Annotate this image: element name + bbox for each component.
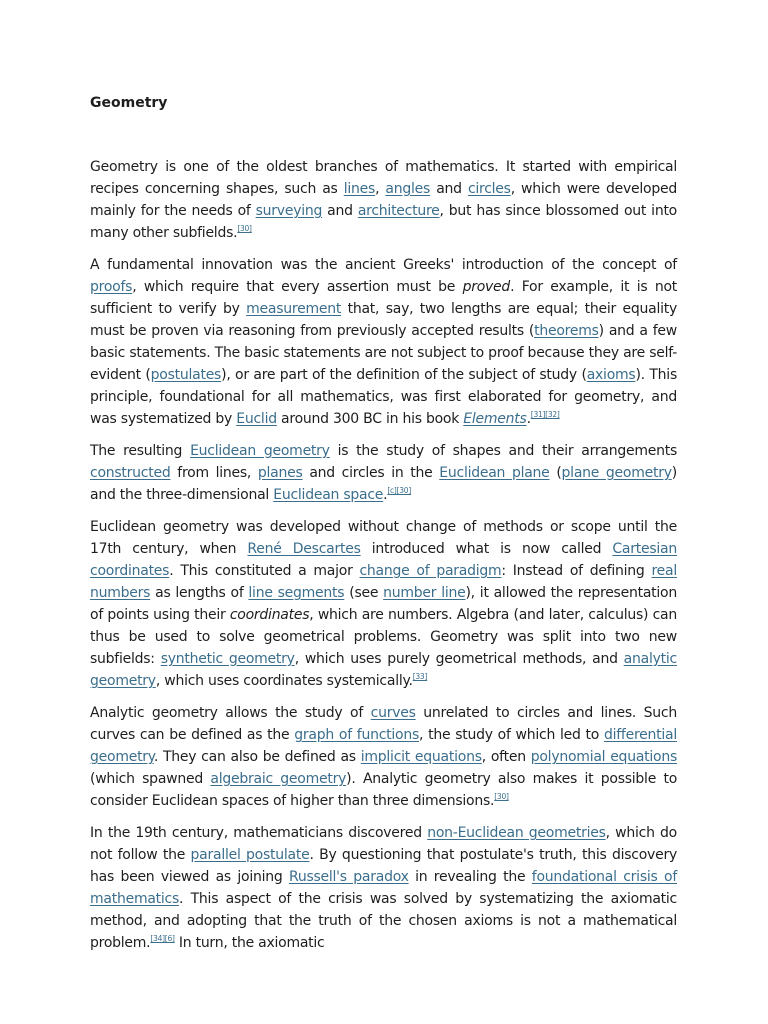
link-algebraic-geometry[interactable]: algebraic geometry <box>210 771 347 787</box>
link-constructed[interactable]: constructed <box>90 465 171 481</box>
link-rene-descartes[interactable]: René Descartes <box>247 541 361 557</box>
link-axioms[interactable]: axioms <box>586 367 636 383</box>
paragraph-5: Analytic geometry allows the study of curves unrelated to circles and lines. Such curves can be defined as the graph of functions, the study of which led to differential geometry. They can also be defined as implicit equations, often polynomial equations (which spawned algebraic geometry). Analytic geometry also makes it possible to consider Euclidean spaces of higher than three dimensions.[30] <box>90 705 678 809</box>
citation-30[interactable]: [30] <box>396 486 412 495</box>
link-polynomial-equations[interactable]: polynomial equations <box>530 749 678 765</box>
link-parallel-postulate[interactable]: parallel postulate <box>190 847 310 863</box>
citation-30[interactable]: [30] <box>494 792 509 801</box>
link-euclidean-space[interactable]: Euclidean space <box>273 487 384 503</box>
link-angles[interactable]: angles <box>385 181 431 197</box>
link-theorems[interactable]: theorems <box>534 323 599 339</box>
citation-c[interactable]: [c] <box>387 486 397 495</box>
link-curves[interactable]: curves <box>370 705 416 721</box>
link-real-numbers[interactable]: real numbers <box>90 563 677 601</box>
paragraph-4: Euclidean geometry was developed without change of methods or scope until the 17th century, when René Descartes introduced what is now called Cartesian coordinates. This constituted a major change of paradigm: Instead of defining real numbers as lengths of line segments (see number line), it allowed the representation of points using their coordinates, which are numbers. Algebra (and later, calculus) can thus be used to solve geometrical problems. Geometry was split into two new subfields: synthetic geometry, which uses purely geometrical methods, and analytic geometry, which uses coordinates systemically.[33] <box>90 519 678 689</box>
link-measurement[interactable]: measurement <box>246 301 342 317</box>
link-differential-geometry[interactable]: differential geometry <box>90 727 677 765</box>
link-lines[interactable]: lines <box>343 181 376 197</box>
citation-33[interactable]: [33] <box>412 672 428 681</box>
paragraph-3: The resulting Euclidean geometry is the study of shapes and their arrangements constructed from lines, planes and circles in the Euclidean plane (plane geometry) and the three-dimensional Euclidean space.[c][30] <box>90 443 677 503</box>
link-line-segments[interactable]: line segments <box>248 585 345 601</box>
paragraph-6: In the 19th century, mathematicians discovered non-Euclidean geometries, which do not follow the parallel postulate. By questioning that postulate's truth, this discovery has been viewed as joining Russell's paradox in revealing the foundational crisis of mathematics. This aspect of the crisis was solved by systematizing the axiomatic method, and adopting that the truth of the chosen axioms is not a mathematical problem.[34][6] In turn, the axiomatic <box>90 825 677 951</box>
link-graph-of-functions[interactable]: graph of functions <box>294 727 420 743</box>
link-cartesian-coordinates[interactable]: Cartesian coordinates <box>90 541 678 579</box>
link-surveying[interactable]: surveying <box>255 203 323 219</box>
link-postulates[interactable]: postulates <box>150 367 222 383</box>
link-architecture[interactable]: architecture <box>357 203 440 219</box>
citation-31[interactable]: [31] <box>530 410 546 419</box>
article <box>90 93 677 964</box>
link-plane-geometry[interactable]: plane geometry <box>561 465 672 481</box>
link-foundational-crisis[interactable]: foundational crisis of mathematics <box>90 869 677 907</box>
link-euclid[interactable]: Euclid <box>236 411 277 427</box>
citation-6[interactable]: [6] <box>164 934 175 943</box>
page-title: Geometry <box>90 95 168 111</box>
link-euclidean-plane[interactable]: Euclidean plane <box>439 465 550 481</box>
link-implicit-equations[interactable]: implicit equations <box>360 749 482 765</box>
link-circles[interactable]: circles <box>467 181 511 197</box>
link-synthetic-geometry[interactable]: synthetic geometry <box>160 651 295 667</box>
paragraph-1: Geometry is one of the oldest branches of mathematics. It started with empirical recipes concerning shapes, such as lines, angles and circles, which were developed mainly for the needs of surveying and architecture, but has since blossomed out into many other subfields.[30] <box>90 159 677 241</box>
paragraph-2: A fundamental innovation was the ancient Greeks' introduction of the concept of proofs, which require that every assertion must be proved. For example, it is not sufficient to verify by measurement that, say, two lengths are equal; their equality must be proven via reasoning from previously accepted results (theorems) and a few basic statements. The basic statements are not subject to proof because they are self-evident (postulates), or are part of the definition of the subject of study (axioms). This principle, foundational for all mathematics, was first elaborated for geometry, and was systematized by Euclid around 300 BC in his book Elements.[31][32] <box>90 257 677 427</box>
link-change-of-paradigm[interactable]: change of paradigm <box>359 563 502 579</box>
citation-34[interactable]: [34] <box>150 934 165 943</box>
link-euclidean-geometry[interactable]: Euclidean geometry <box>190 443 330 459</box>
link-planes[interactable]: planes <box>257 465 303 481</box>
link-number-line[interactable]: number line <box>383 585 466 601</box>
link-analytic-geometry[interactable]: analytic geometry <box>90 651 677 689</box>
link-proofs[interactable]: proofs <box>90 279 133 295</box>
citation-32[interactable]: [32] <box>545 410 560 419</box>
link-non-euclidean-geometries[interactable]: non-Euclidean geometries <box>427 825 606 841</box>
link-russells-paradox[interactable]: Russell's paradox <box>288 869 409 885</box>
citation-30[interactable]: [30] <box>237 224 252 233</box>
link-elements[interactable]: Elements <box>463 411 527 427</box>
